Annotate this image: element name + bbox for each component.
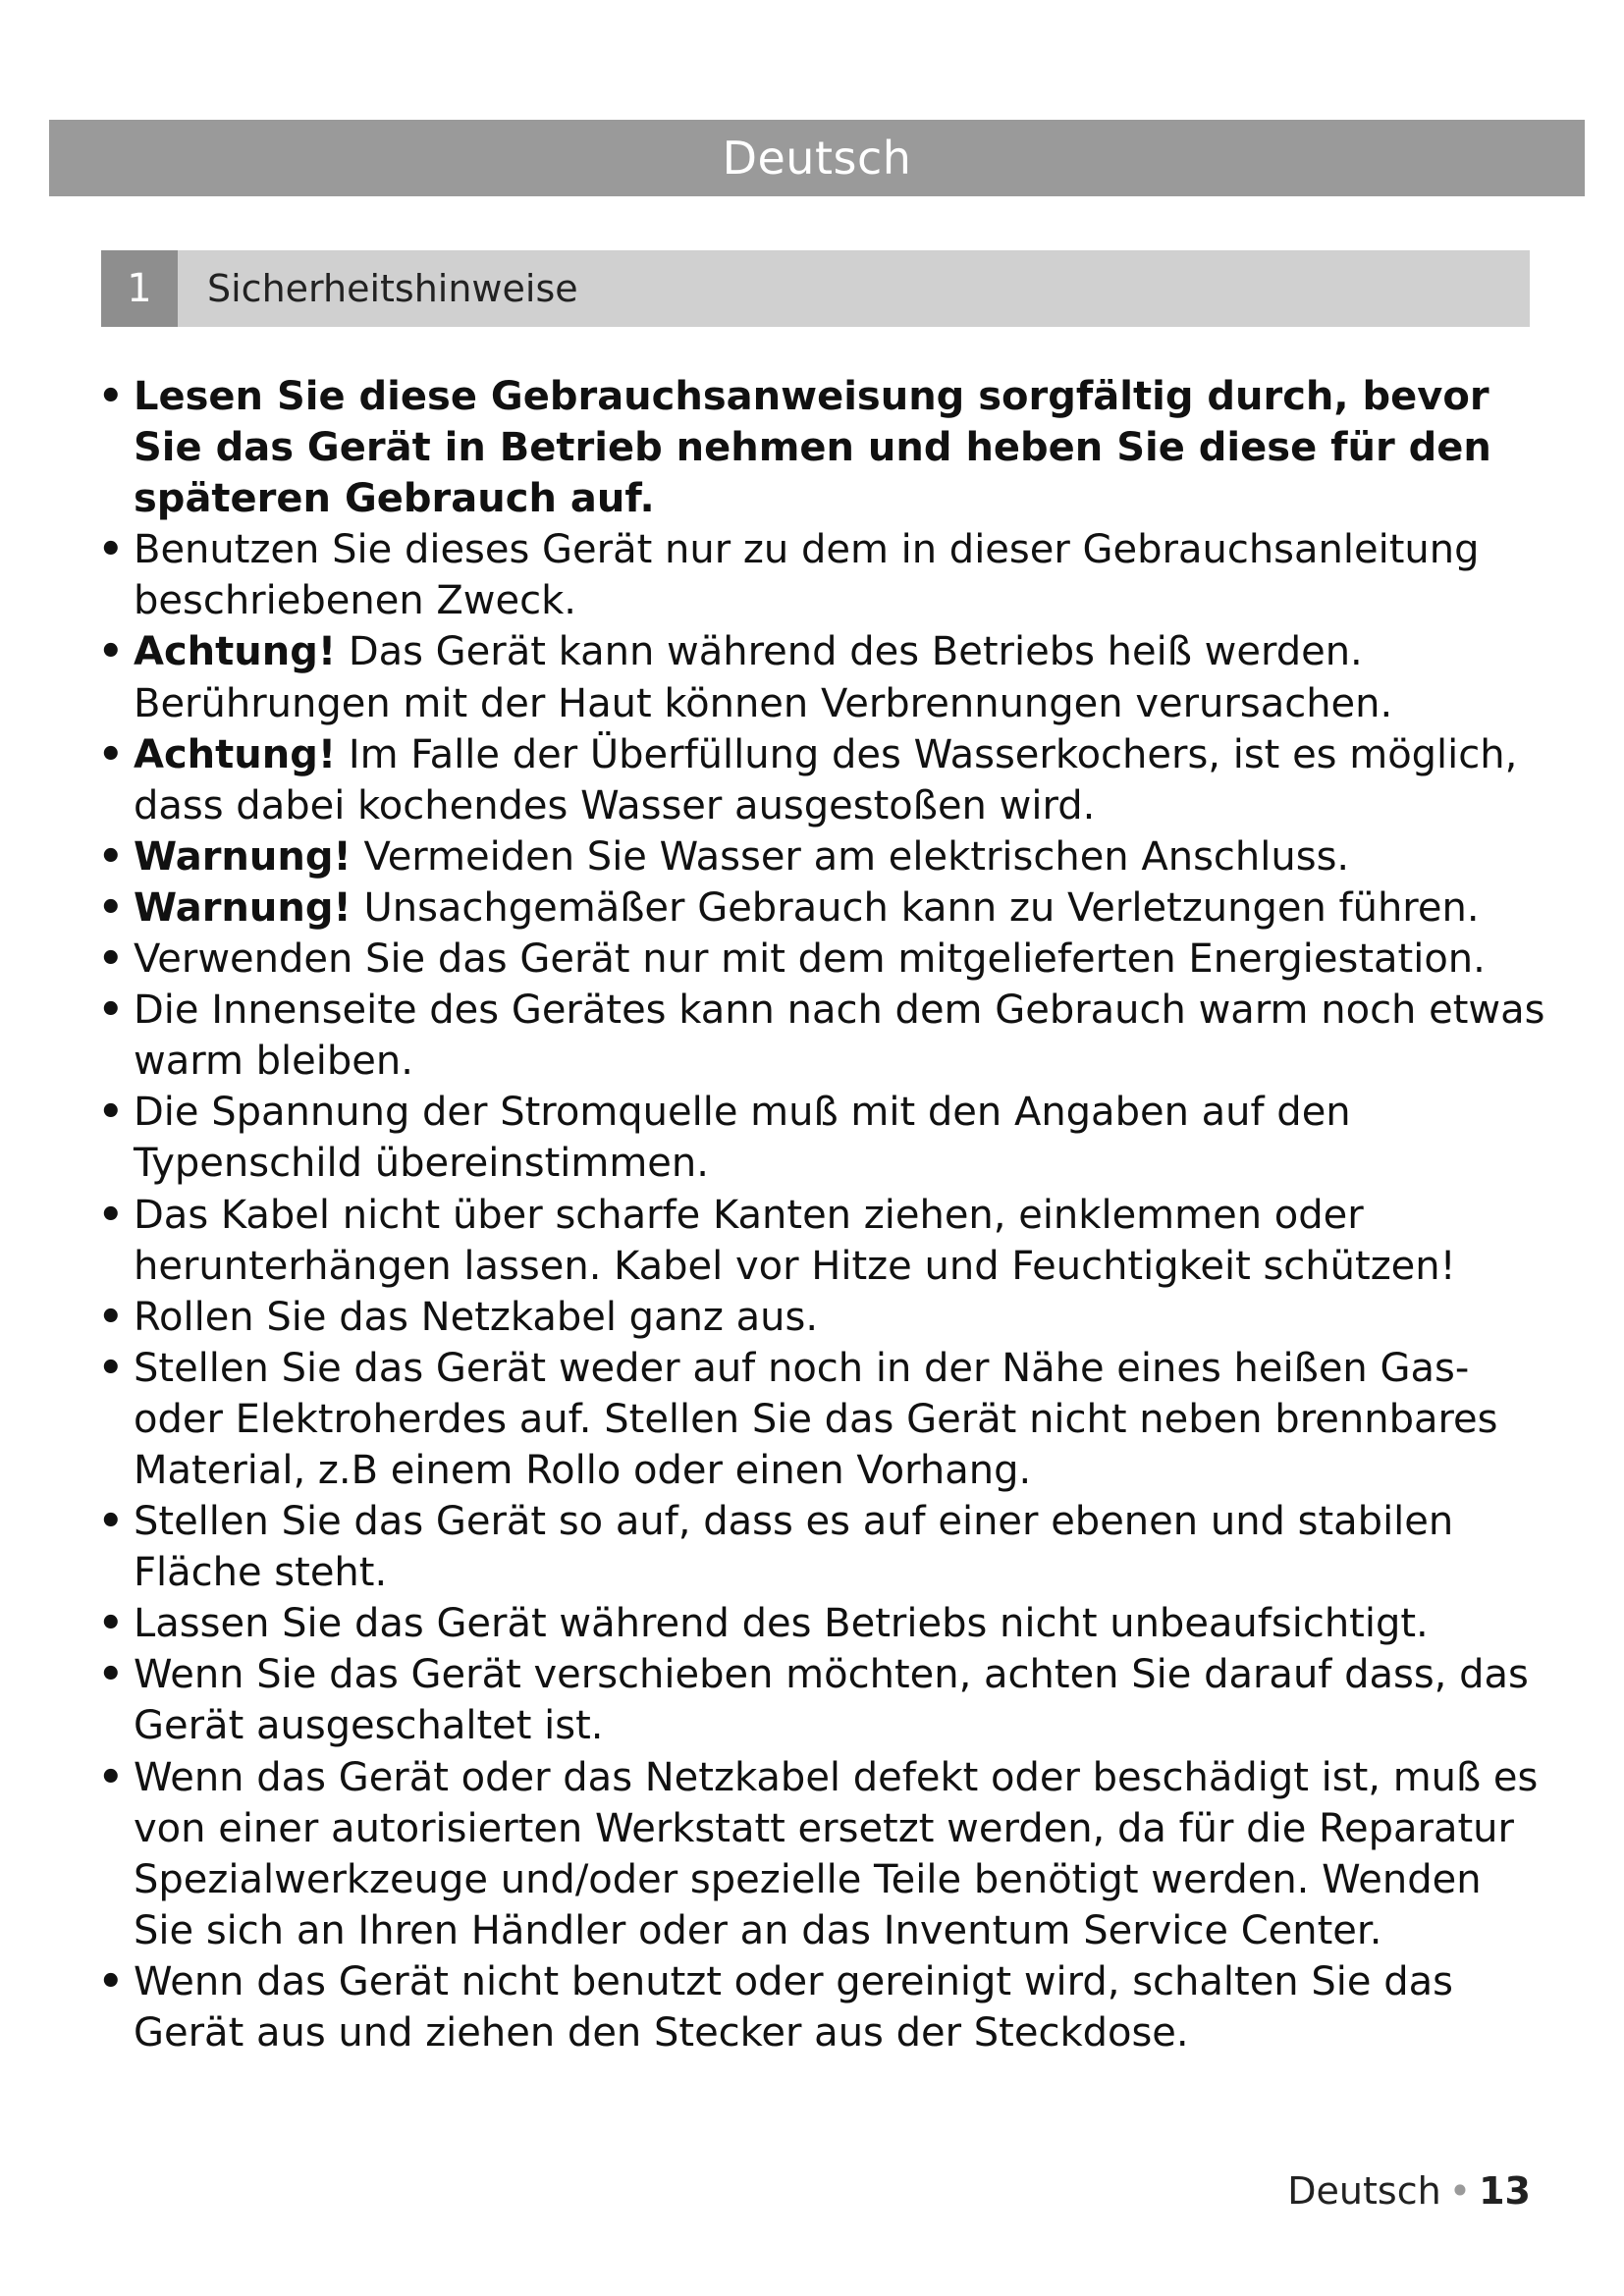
item-text: Im Falle der Überfüllung des Wasserkochers, ist es möglich, dass dabei kochendes Wasser ausgestoßen wird. [134,731,1518,828]
item-lead: Achtung! [134,731,337,777]
item-text: Lassen Sie das Gerät während des Betriebs nicht unbeaufsichtigt. [134,1601,1429,1647]
list-item [98,1087,1551,1189]
list-item [98,1598,1551,1649]
list-item [98,1649,1551,1751]
item-text: Die Innenseite des Gerätes kann nach dem Gebrauch warm noch etwas warm bleiben. [134,988,1545,1085]
page-footer [1287,2165,1531,2216]
item-text: Stellen Sie das Gerät weder auf noch in der Nähe eines heißen Gas- oder Elektroherdes auf. Stellen Sie das Gerät nicht neben brennbares Material, z.B einem Rollo oder einen Vorhang. [134,1345,1498,1493]
item-text: Das Kabel nicht über scharfe Kanten ziehen, einklemmen oder herunterhängen lassen. Kabel vor Hitze und Feuchtigkeit schützen! [134,1192,1456,1289]
item-text: Stellen Sie das Gerät so auf, dass es auf einer ebenen und stabilen Fläche steht. [134,1499,1454,1596]
section-number: 1 [101,250,178,327]
list-item [98,1343,1551,1496]
item-text: Rollen Sie das Netzkabel ganz aus. [134,1294,819,1340]
footer-language: Deutsch [1287,2169,1441,2213]
footer-separator: • [1448,2169,1472,2213]
section-title: Sicherheitshinweise [207,267,578,310]
item-text: Unsachgemäßer Gebrauch kann zu Verletzungen führen. [363,884,1480,931]
list-item [98,626,1551,728]
item-text: Die Spannung der Stromquelle muß mit den Angaben auf den Typenschild übereinstimmen. [134,1090,1351,1187]
list-item [98,1190,1551,1292]
list-item [98,882,1551,934]
list-item [98,831,1551,882]
list-item [98,934,1551,985]
list-item [98,985,1551,1087]
item-text: Das Gerät kann während des Betriebs heiß werden. Berührungen mit der Haut können Verbrennungen verursachen. [134,629,1393,726]
item-text: Vermeiden Sie Wasser am elektrischen Anschluss. [363,833,1350,880]
list-item [98,524,1551,626]
item-text: Wenn das Gerät oder das Netzkabel defekt oder beschädigt ist, muß es von einer autorisierten Werkstatt ersetzt werden, da für die Reparatur Spezialwerkzeuge und/oder spezielle Teile benötigt werden. Wenden Sie sich an Ihren Händler oder an das Inventum Service Center. [134,1754,1539,1953]
item-text: Benutzen Sie dieses Gerät nur zu dem in dieser Gebrauchsanleitung beschriebenen Zweck. [134,527,1480,624]
item-text: Verwenden Sie das Gerät nur mit dem mitgelieferten Energiestation. [134,936,1486,983]
item-text: Wenn Sie das Gerät verschieben möchten, achten Sie darauf dass, das Gerät ausgeschaltet ist. [134,1652,1529,1749]
item-lead: Warnung! [134,833,352,880]
list-item [98,1292,1551,1343]
item-text: Lesen Sie diese Gebrauchsanweisung sorgfältig durch, bevor Sie das Gerät in Betrieb nehmen und heben Sie diese für den späteren Gebrauch auf. [134,374,1491,522]
list-item [98,371,1551,524]
list-item [98,729,1551,831]
language-banner: Deutsch [49,120,1585,196]
page-number: 13 [1479,2169,1531,2213]
item-lead: Warnung! [134,884,352,931]
list-item [98,1956,1551,2058]
list-item [98,1496,1551,1598]
item-lead: Achtung! [134,629,337,675]
list-item [98,1752,1551,1956]
safety-instructions-list [98,371,1551,2058]
item-text: Wenn das Gerät nicht benutzt oder gereinigt wird, schalten Sie das Gerät aus und ziehen den Stecker aus der Steckdose. [134,1958,1453,2056]
section-header [101,250,1530,327]
